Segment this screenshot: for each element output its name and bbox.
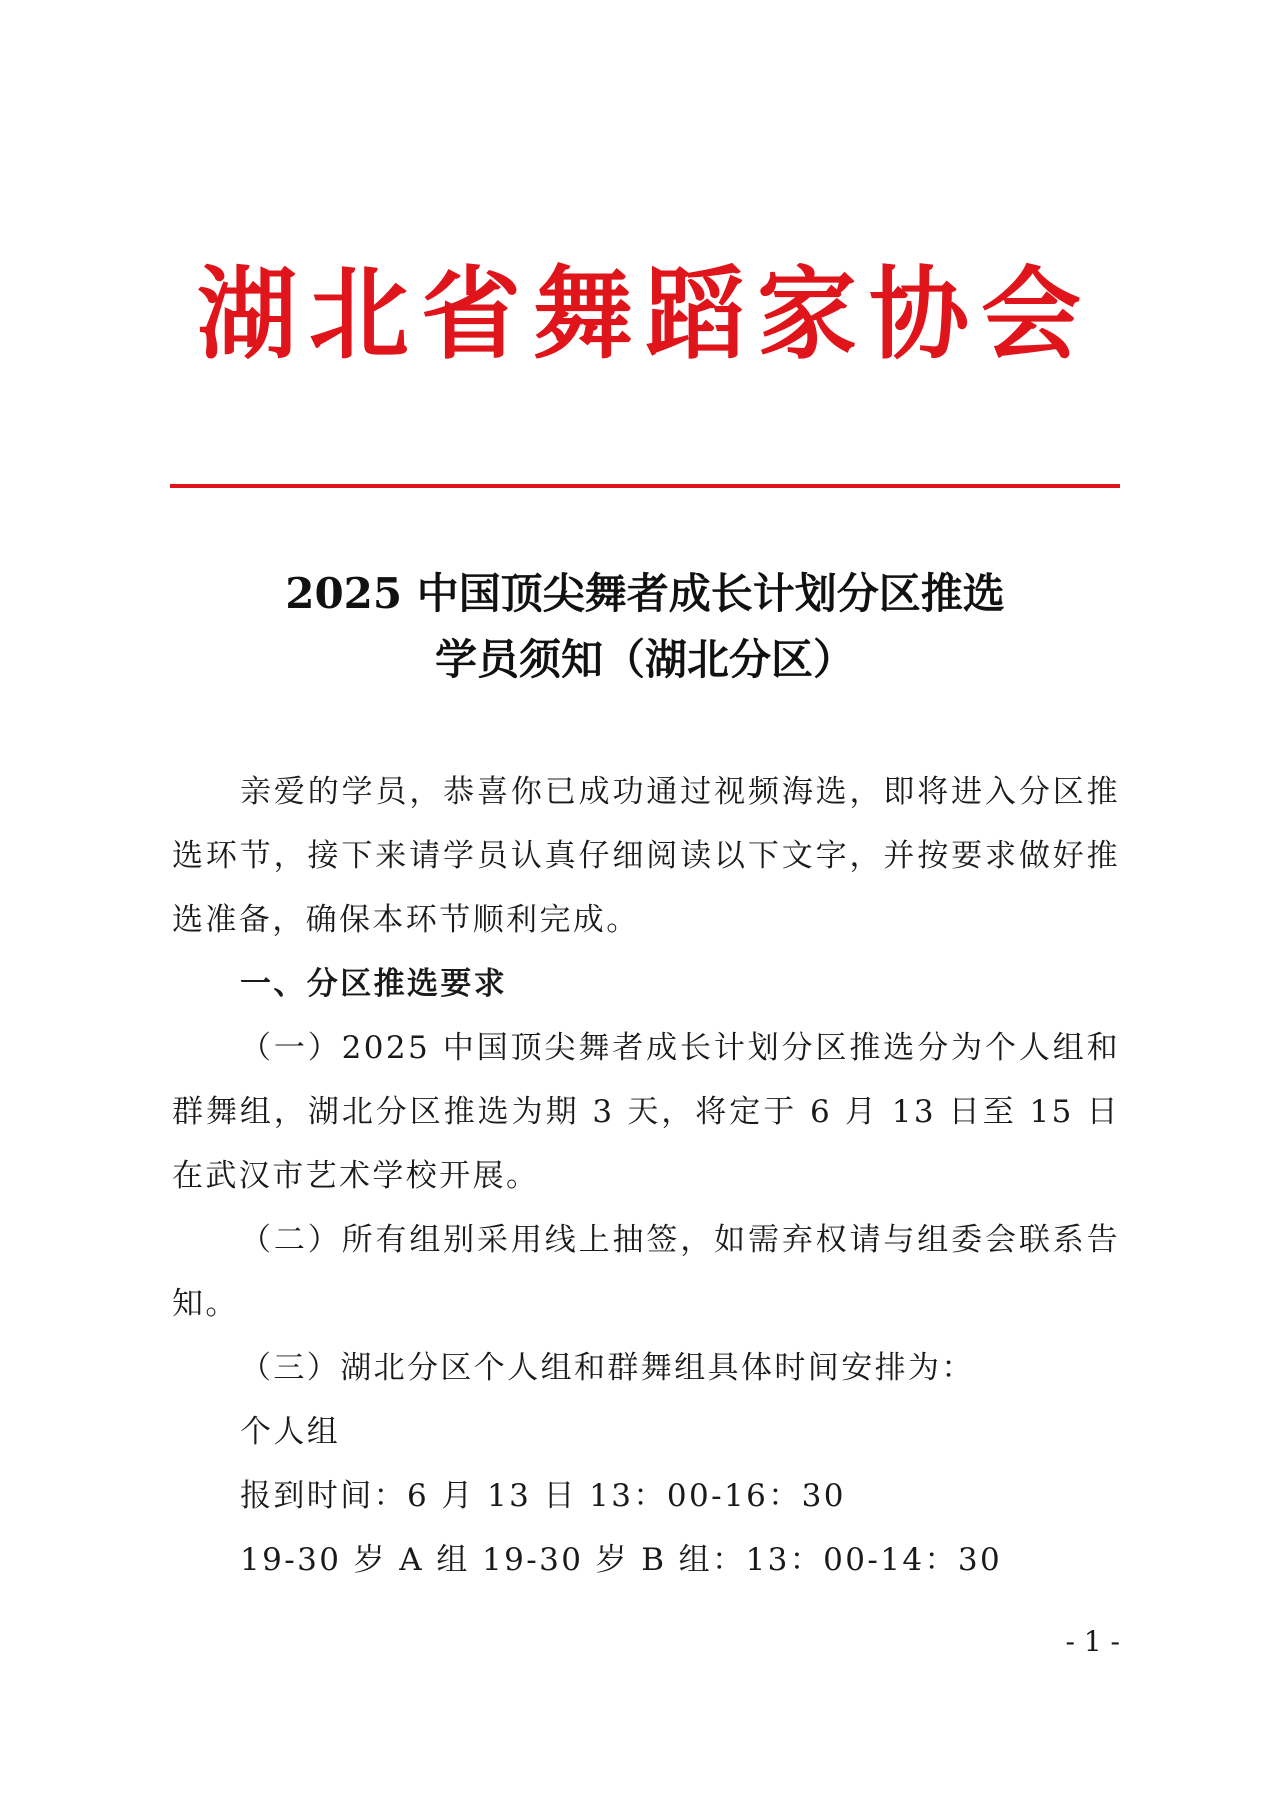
document-body bbox=[172, 760, 1120, 1592]
page-number: - 1 - bbox=[1065, 1625, 1120, 1658]
intro-paragraph: 亲爱的学员，恭喜你已成功通过视频海选，即将进入分区推选环节，接下来请学员认真仔细阅读以下文字，并按要求做好推选准备，确保本环节顺利完成。 bbox=[172, 774, 1120, 938]
section-heading: 一、分区推选要求 bbox=[240, 966, 508, 1002]
item-paragraph-2: （二）所有组别采用线上抽签，如需弃权请与组委会联系告知。 bbox=[172, 1222, 1120, 1322]
item-paragraph-3: （三）湖北分区个人组和群舞组具体时间安排为： bbox=[240, 1350, 975, 1386]
schedule-line: 19-30 岁 A 组 19-30 岁 B 组：13：00-14：30 bbox=[240, 1542, 1003, 1578]
group-label: 个人组 bbox=[240, 1414, 341, 1450]
checkin-time: 报到时间：6 月 13 日 13：00-16：30 bbox=[240, 1478, 846, 1514]
item-paragraph-1: （一）2025 中国顶尖舞者成长计划分区推选分为个人组和群舞组，湖北分区推选为期 3 天，将定于 6 月 13 日至 15 日在武汉市艺术学校开展。 bbox=[172, 1030, 1120, 1194]
red-divider bbox=[170, 484, 1120, 488]
document-title-line-2: 学员须知（湖北分区） bbox=[434, 635, 855, 684]
organization-masthead: 湖北省舞蹈家协会 bbox=[197, 256, 1093, 373]
document-title-line-1: 2025 中国顶尖舞者成长计划分区推选 bbox=[285, 569, 1005, 618]
